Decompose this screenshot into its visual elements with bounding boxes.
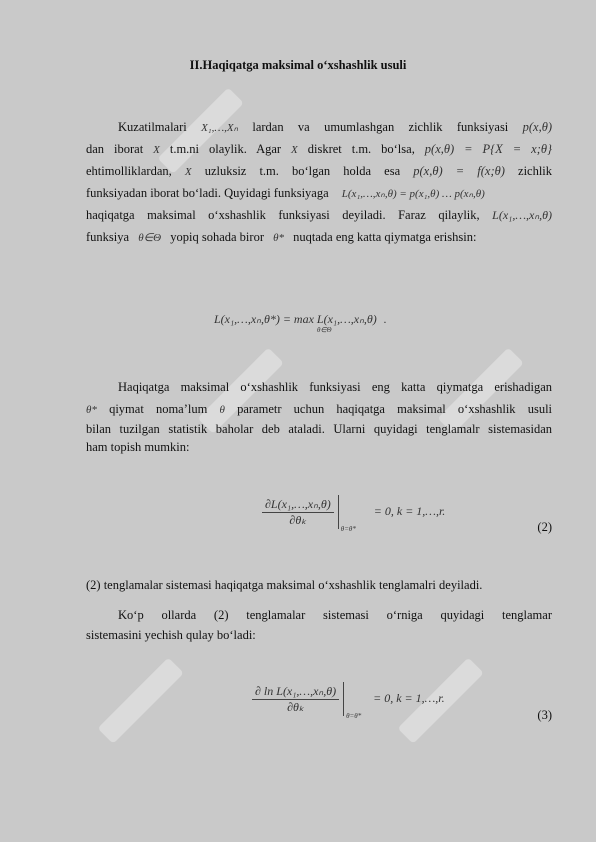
p2-line-3: bilan tuzilgan statistik baholar deb ataladi. Ularni quyidagi tenglamalr sistemasidan [86,422,552,436]
formula: X₁,…,Xₙ [201,122,239,134]
equation-number-3: (3) [537,708,552,722]
soff-watermark-icon [80,640,200,760]
p1-line-2: dan iborat X t.m.ni olaylik. Agar X diskret t.m. bo‘lsa, p(x,θ) = P{X = x;θ} [86,142,553,156]
equation-3: $\frac{\text{∂ ln L(x₁,…,xₙ,θ)}}{\text{∂θₖ}}$ θ=θ* = 0, k = 1,…,r. [252,682,445,716]
formula: X [184,166,192,178]
formula: L(x₁,…,xₙ,θ) = p(x₁,θ) … p(xₙ,θ) [341,188,485,200]
formula: p(x,θ) = f(x;θ) [413,164,505,178]
formula: θ∈Θ [138,232,162,244]
equation-1: L(x₁,…,xₙ,θ*) = max L(x₁,…,xₙ,θ) θ∈Θ . [214,312,387,334]
p3-line-1: (2) tenglamalar sistemasi haqiqatga maksimal o‘xshashlik tenglamalri deyiladi. [86,578,483,592]
p1-line-6: funksiya θ∈Θ yopiq sohada biror θ* nuqtada eng katta qiymatga erishsin: [86,230,477,244]
paragraph-1 [86,116,552,248]
evaluation-bar: θ=θ* [338,495,339,529]
formula: L(x₁,…,xₙ,θ) [492,208,552,222]
paragraph-4 [86,604,552,644]
fraction: $\frac{\text{∂ ln L(x₁,…,xₙ,θ)}}{\text{∂θₖ}}$ [252,684,339,715]
section-title: II.Haqiqatga maksimal o‘xshashlik usuli [189,58,407,72]
p1-line-5: haqiqatga maksimal o‘xshashlik funksiyasi deyiladi. Faraz qilaylik, L(x₁,…,xₙ,θ) [86,208,552,222]
p2-line-4: ham topish mumkin: [86,440,190,454]
paragraph-2 [86,376,552,456]
equation-2: $\frac{\text{∂L(x₁,…,xₙ,θ)}}{\text{∂θₖ}}$ θ=θ* = 0, k = 1,…,r. [262,495,445,529]
p1-line-1: Kuzatilmalari X₁,…,Xₙ lardan va umumlashgan zichlik funksiyasi p(x,θ) [118,120,553,134]
p1-line-3: ehtimolliklardan, X uzluksiz t.m. bo‘lgan holda esa p(x,θ) = f(x;θ) zichlik [86,164,553,178]
formula: p(x,θ) [522,120,553,134]
p2-line-1: Haqiqatga maksimal o‘xshashlik funksiyasi eng katta qiymatga erishadigan [118,380,552,394]
formula: X [291,144,298,156]
formula: θ* [86,404,97,416]
paragraph-3 [86,574,552,596]
p1-line-4: funksiyadan iborat bo‘ladi. Quyidagi funksiyaga L(x₁,…,xₙ,θ) = p(x₁,θ) … p(xₙ,θ) [86,186,485,200]
fraction: $\frac{\text{∂L(x₁,…,xₙ,θ)}}{\text{∂θₖ}}$ [262,497,334,528]
p4-line-1: Ko‘p ollarda (2) tenglamalar sistemasi o‘rniga quyidagi tenglamar [118,608,552,622]
formula: X [153,144,160,156]
p2-line-2: θ* qiymat noma’lum θ parametr uchun haqiqatga maksimal o‘xshashlik usuli [86,402,553,416]
formula: p(x,θ) = P{X = x;θ} [424,142,553,156]
formula: θ* [273,232,285,244]
formula: θ [219,404,225,416]
equation-number-2: (2) [537,520,552,534]
p4-line-2: sistemasini yechish qulay bo‘ladi: [86,628,256,642]
evaluation-bar: θ=θ* [343,682,344,716]
